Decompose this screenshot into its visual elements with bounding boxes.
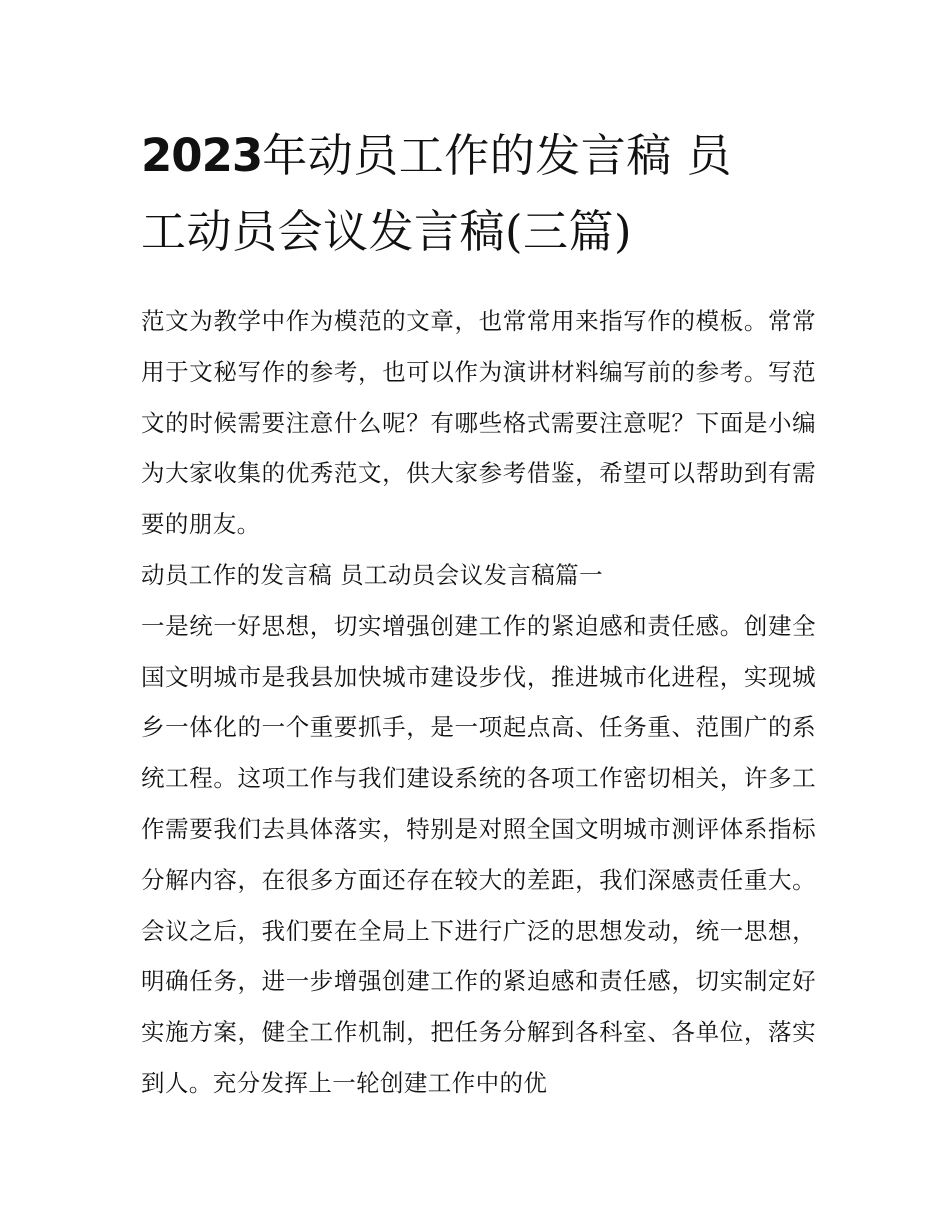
title-year: 2023 xyxy=(141,129,263,182)
section-heading: 动员工作的发言稿 员工动员会议发言稿篇一 xyxy=(141,560,603,589)
title-text: 年动员工作的发言稿 员 工动员会议发言稿(三篇) xyxy=(141,129,733,258)
document-content xyxy=(141,118,816,1109)
intro-paragraph: 范文为教学中作为模范的文章，也常常用来指写作的模板。常常用于文秘写作的参考，也可以作为演讲材料编写前的参考。写范文的时候需要注意什么呢？有哪些格式需要注意呢？下面是小编为大家收集的优秀范文，供大家参考借鉴，希望可以帮助到有需要的朋友。 xyxy=(141,307,816,539)
section-paragraph: 一是统一好思想，切实增强创建工作的紧迫感和责任感。创建全国文明城市是我县加快城市建设步伐，推进城市化进程，实现城乡一体化的一个重要抓手，是一项起点高、任务重、范围广的系统工程。这项工作与我们建设系统的各项工作密切相关，许多工作需要我们去具体落实，特别是对照全国文明城市测评体系指标分解内容，在很多方面还存在较大的差距，我们深感责任重大。会议之后，我们要在全局上下进行广泛的思想发动，统一思想，明确任务，进一步增强创建工作的紧迫感和责任感，切实制定好实施方案，健全工作机制，把任务分解到各科室、各单位，落实到人。充分发挥上一轮创建工作中的优 xyxy=(141,611,816,1097)
document-title xyxy=(141,118,816,270)
